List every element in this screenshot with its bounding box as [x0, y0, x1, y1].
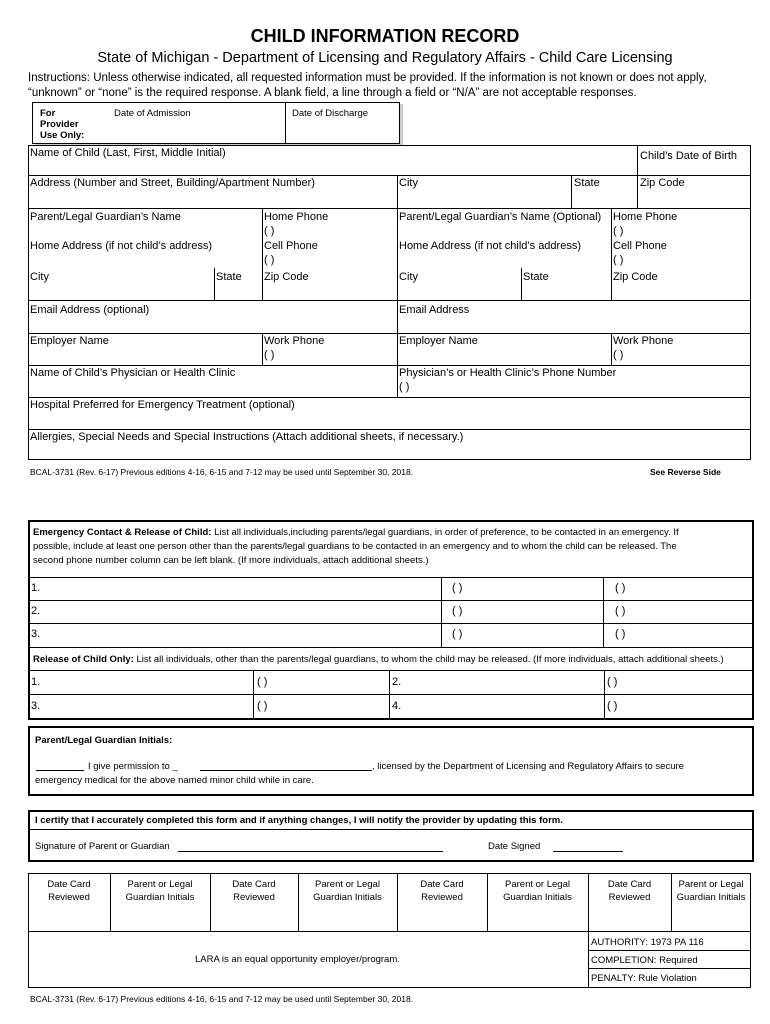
phone-paren: ( )	[607, 700, 618, 712]
provider-label-1: For	[40, 108, 56, 119]
review-initials-3[interactable]: Parent or Legal Guardian Initials	[503, 879, 572, 903]
form-subtitle: State of Michigan - Department of Licensing and Regulatory Affairs - Child Care Licensing	[97, 50, 673, 66]
signature-line[interactable]	[178, 851, 443, 852]
phone-paren: ( )	[607, 676, 618, 688]
emergency-row-2[interactable]: 2.	[31, 605, 41, 617]
guardian-1-home-address-field[interactable]: Home Address (if not child’s address)	[30, 240, 212, 252]
state-field[interactable]: State	[574, 177, 600, 189]
emergency-heading-line-1	[33, 526, 679, 539]
hospital-field[interactable]: Hospital Preferred for Emergency Treatment (optional)	[30, 399, 295, 411]
physician-phone-field[interactable]: Physician’s or Health Clinic’s Phone Number	[399, 367, 617, 379]
address-field[interactable]: Address (Number and Street, Building/Apartment Number)	[30, 177, 315, 189]
form-id-bottom: BCAL-3731 (Rev. 6-17) Previous editions 4-16, 6-15 and 7-12 may be used until September 30, 2018.	[30, 994, 414, 1004]
form-id-top: BCAL-3731 (Rev. 6-17) Previous editions 4-16, 6-15 and 7-12 may be used until September 30, 2018.	[30, 467, 414, 477]
guardian-1-name-field[interactable]: Parent/Legal Guardian’s Name	[30, 211, 181, 223]
emergency-heading: Emergency Contact & Release of Child:	[33, 527, 212, 538]
release-row-3[interactable]: 3.	[31, 700, 41, 712]
emergency-row-1[interactable]: 1.	[31, 582, 41, 594]
guardian-1-employer-field[interactable]: Employer Name	[30, 335, 109, 347]
review-date-card-3[interactable]: Date Card Reviewed	[420, 879, 464, 903]
phone-paren: ( )	[257, 700, 268, 712]
emergency-row-3[interactable]: 3.	[31, 628, 41, 640]
guardian-2-name-field[interactable]: Parent/Legal Guardian’s Name (Optional)	[399, 211, 602, 223]
guardian-1-city-field[interactable]: City	[30, 271, 49, 283]
review-initials-2[interactable]: Parent or Legal Guardian Initials	[313, 879, 382, 903]
guardian-1-zip-field[interactable]: Zip Code	[264, 271, 309, 283]
date-of-discharge-field[interactable]: Date of Discharge	[292, 108, 369, 119]
release-row-4[interactable]: 4.	[392, 700, 402, 712]
review-date-card-2[interactable]: Date Card Reviewed	[232, 879, 276, 903]
lara-statement: LARA is an equal opportunity employer/program.	[195, 954, 400, 965]
phone-paren: ( )	[615, 605, 626, 617]
guardian-1-cell-phone-field[interactable]: Cell Phone	[264, 240, 318, 252]
physician-field[interactable]: Name of Child’s Physician or Health Clinic	[30, 367, 236, 379]
guardian-1-state-field[interactable]: State	[216, 271, 242, 283]
phone-paren: ( )	[615, 628, 626, 640]
release-text: List all individuals, other than the parents/legal guardians, to whom the child may be released. (If more individuals, attach additional sheets.)	[133, 654, 724, 665]
release-row-1[interactable]: 1.	[31, 676, 41, 688]
phone-paren: ( )	[613, 349, 624, 361]
guardian-2-work-phone-field[interactable]: Work Phone	[613, 335, 674, 347]
release-heading: Release of Child Only:	[33, 654, 134, 665]
allergies-field[interactable]: Allergies, Special Needs and Special Instructions (Attach additional sheets, if necessary.)	[30, 431, 464, 443]
phone-paren: ( )	[264, 349, 275, 361]
phone-paren: ( )	[613, 225, 624, 237]
phone-paren: ( )	[264, 225, 275, 237]
phone-paren: ( )	[264, 254, 275, 266]
completion-text: COMPLETION: Required	[591, 955, 698, 966]
guardian-2-employer-field[interactable]: Employer Name	[399, 335, 478, 347]
provider-label-2: Provider	[40, 119, 79, 130]
city-field[interactable]: City	[399, 177, 418, 189]
phone-paren: ( )	[613, 254, 624, 266]
review-initials-1[interactable]: Parent or Legal Guardian Initials	[125, 879, 195, 903]
signature-label: Signature of Parent or Guardian	[35, 841, 170, 852]
initials-blank[interactable]	[36, 770, 84, 771]
guardian-1-work-phone-field[interactable]: Work Phone	[264, 335, 325, 347]
child-info-grid	[28, 145, 751, 460]
guardian-2-email-field[interactable]: Email Address	[399, 304, 470, 316]
guardian-2-cell-phone-field[interactable]: Cell Phone	[613, 240, 667, 252]
certify-text: I certify that I accurately completed this form and if anything changes, I will notify the provider by updating this form.	[35, 815, 563, 826]
guardian-2-zip-field[interactable]: Zip Code	[613, 271, 658, 283]
zip-field[interactable]: Zip Code	[640, 177, 685, 189]
guardian-1-email-field[interactable]: Email Address (optional)	[30, 304, 150, 316]
phone-paren: ( )	[452, 628, 463, 640]
phone-paren: ( )	[257, 676, 268, 688]
review-date-card-4[interactable]: Date Card Reviewed	[607, 879, 652, 903]
guardian-2-home-phone-field[interactable]: Home Phone	[613, 211, 678, 223]
phone-paren: ( )	[399, 381, 410, 393]
phone-paren: ( )	[615, 582, 626, 594]
emergency-medical-text: emergency medical for the above named minor child while in care.	[35, 775, 314, 786]
review-date-card-1[interactable]: Date Card Reviewed	[47, 879, 91, 903]
guardian-2-home-address-field[interactable]: Home Address (if not child’s address)	[399, 240, 581, 252]
authority-text: AUTHORITY: 1973 PA 116	[591, 937, 704, 948]
permission-text: I give permission to _	[88, 761, 178, 772]
provider-name-blank[interactable]	[200, 770, 372, 771]
date-signed-label: Date Signed	[488, 841, 541, 852]
review-initials-4[interactable]: Parent or Legal Guardian Initials	[676, 879, 746, 903]
release-heading-line	[33, 653, 724, 666]
emergency-text-1: List all individuals,including parents/legal guardians, in order of preference, to be contacted in an emergency. If	[211, 527, 679, 538]
licensed-text: , licensed by the Department of Licensing and Regulatory Affairs to secure	[372, 761, 684, 772]
form-title: CHILD INFORMATION RECORD	[250, 26, 520, 46]
penalty-text: PENALTY: Rule Violation	[591, 973, 697, 984]
emergency-text-3: second phone number column can be left blank. (If more individuals, attach additional sheets.)	[33, 555, 429, 566]
instructions-line-2: “unknown” or “none” is the required response. A blank field, a line through a field or “N/A” are not acceptable responses.	[28, 87, 637, 99]
initials-heading: Parent/Legal Guardian Initials:	[35, 735, 173, 746]
guardian-2-city-field[interactable]: City	[399, 271, 418, 283]
child-name-field[interactable]: Name of Child (Last, First, Middle Initial)	[30, 147, 226, 159]
child-dob-field[interactable]: Child’s Date of Birth	[640, 150, 738, 162]
provider-label-3: Use Only:	[40, 130, 85, 141]
release-row-2[interactable]: 2.	[392, 676, 402, 688]
date-signed-line[interactable]	[553, 851, 623, 852]
phone-paren: ( )	[452, 605, 463, 617]
date-of-admission-field[interactable]: Date of Admission	[114, 108, 191, 119]
guardian-1-home-phone-field[interactable]: Home Phone	[264, 211, 329, 223]
guardian-2-state-field[interactable]: State	[523, 271, 549, 283]
instructions-line-1: Instructions: Unless otherwise indicated, all requested information must be provided. If the information is not known or does not apply,	[28, 72, 707, 84]
phone-paren: ( )	[452, 582, 463, 594]
see-reverse-side: See Reverse Side	[650, 467, 721, 477]
emergency-text-2: possible, include at least one person other than the parents/legal guardians to be contacted in an emergency and to whom the child can be released. The	[33, 541, 677, 552]
